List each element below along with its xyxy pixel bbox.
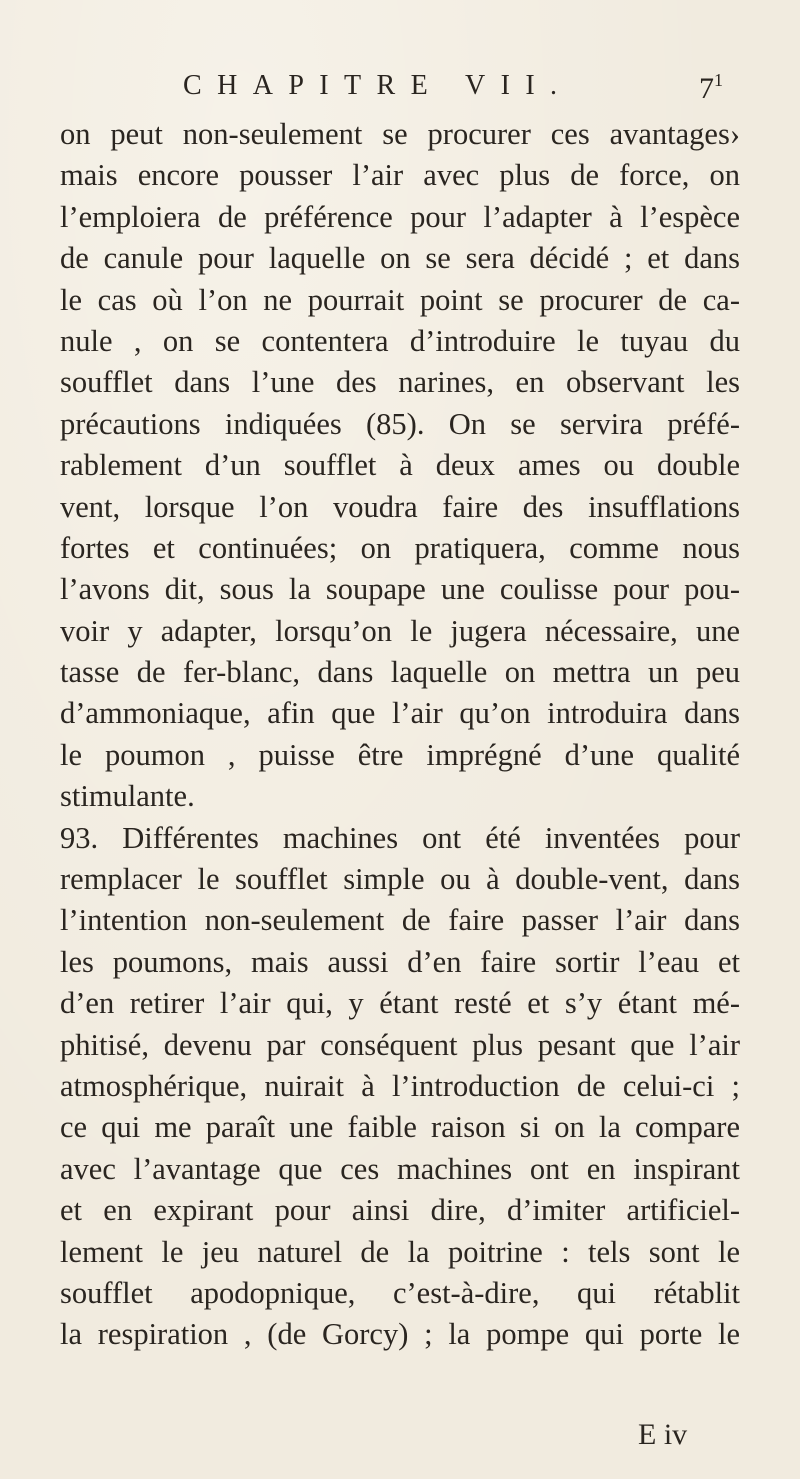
text-line: phitisé, devenu par conséquent plus pesant que l’air: [60, 1027, 740, 1062]
text-line: voir y adapter, lorsqu’on le jugera nécessaire, une: [60, 613, 740, 648]
text-line: lement le jeu naturel de la poitrine : tels sont le: [60, 1234, 740, 1269]
text-line: le cas où l’on ne pourrait point se procurer de ca-: [60, 282, 740, 317]
text-line: d’en retirer l’air qui, y étant resté et s’y étant mé-: [60, 986, 740, 1021]
text-line: de canule pour laquelle on se sera décidé ; et dans: [60, 241, 740, 276]
text-line: les poumons, mais aussi d’en faire sortir l’eau et: [60, 944, 740, 979]
page-number-superscript: 1: [714, 70, 723, 90]
page-number-digit: 7: [699, 72, 714, 105]
page-number: [699, 70, 723, 106]
text-line: l’intention non-seulement de faire passer l’air dans: [60, 903, 740, 938]
text-line: soufflet dans l’une des narines, en observant les: [60, 365, 740, 400]
text-line: la respiration , (de Gorcy) ; la pompe qui porte le: [60, 1317, 740, 1352]
text-line: mais encore pousser l’air avec plus de force, on: [60, 158, 740, 193]
text-line: d’ammoniaque, afin que l’air qu’on introduira dans: [60, 696, 740, 731]
text-line: soufflet apodopnique, c’est-à-dire, qui rétablit: [60, 1275, 740, 1310]
text-line: ce qui me paraît une faible raison si on la compare: [60, 1110, 740, 1145]
text-line: remplacer le soufflet simple ou à double-vent, dans: [60, 862, 740, 897]
running-title: CHAPITRE VII.: [183, 70, 573, 101]
text-line: nule , on se contentera d’introduire le tuyau du: [60, 323, 740, 358]
text-line: fortes et continuées; on pratiquera, comme nous: [60, 530, 740, 565]
text-line: rablement d’un soufflet à deux ames ou double: [60, 448, 740, 483]
signature-mark: E iv: [638, 1418, 688, 1451]
text-line: stimulante.: [60, 779, 195, 814]
text-line: avec l’avantage que ces machines ont en inspirant: [60, 1151, 740, 1186]
text-line: précautions indiquées (85). On se servira préfé-: [60, 406, 740, 441]
text-line: on peut non-seulement se procurer ces avantages›: [60, 117, 740, 151]
text-line: vent, lorsque l’on voudra faire des insufflations: [60, 489, 740, 524]
text-line: tasse de fer-blanc, dans laquelle on mettra un peu: [60, 655, 740, 690]
text-line: l’avons dit, sous la soupape une coulisse pour pou-: [60, 572, 740, 607]
text-line: l’emploiera de préférence pour l’adapter à l’espèce: [60, 199, 740, 234]
text-line: et en expirant pour ainsi dire, d’imiter artificiel-: [60, 1193, 740, 1228]
text-line: le poumon , puisse être imprégné d’une qualité: [60, 737, 740, 772]
body-text: [60, 114, 740, 1356]
page-header: [183, 70, 723, 114]
text-line: atmosphérique, nuirait à l’introduction de celui-ci ;: [60, 1068, 740, 1103]
text-line: 93. Différentes machines ont été inventées pour: [60, 820, 740, 855]
